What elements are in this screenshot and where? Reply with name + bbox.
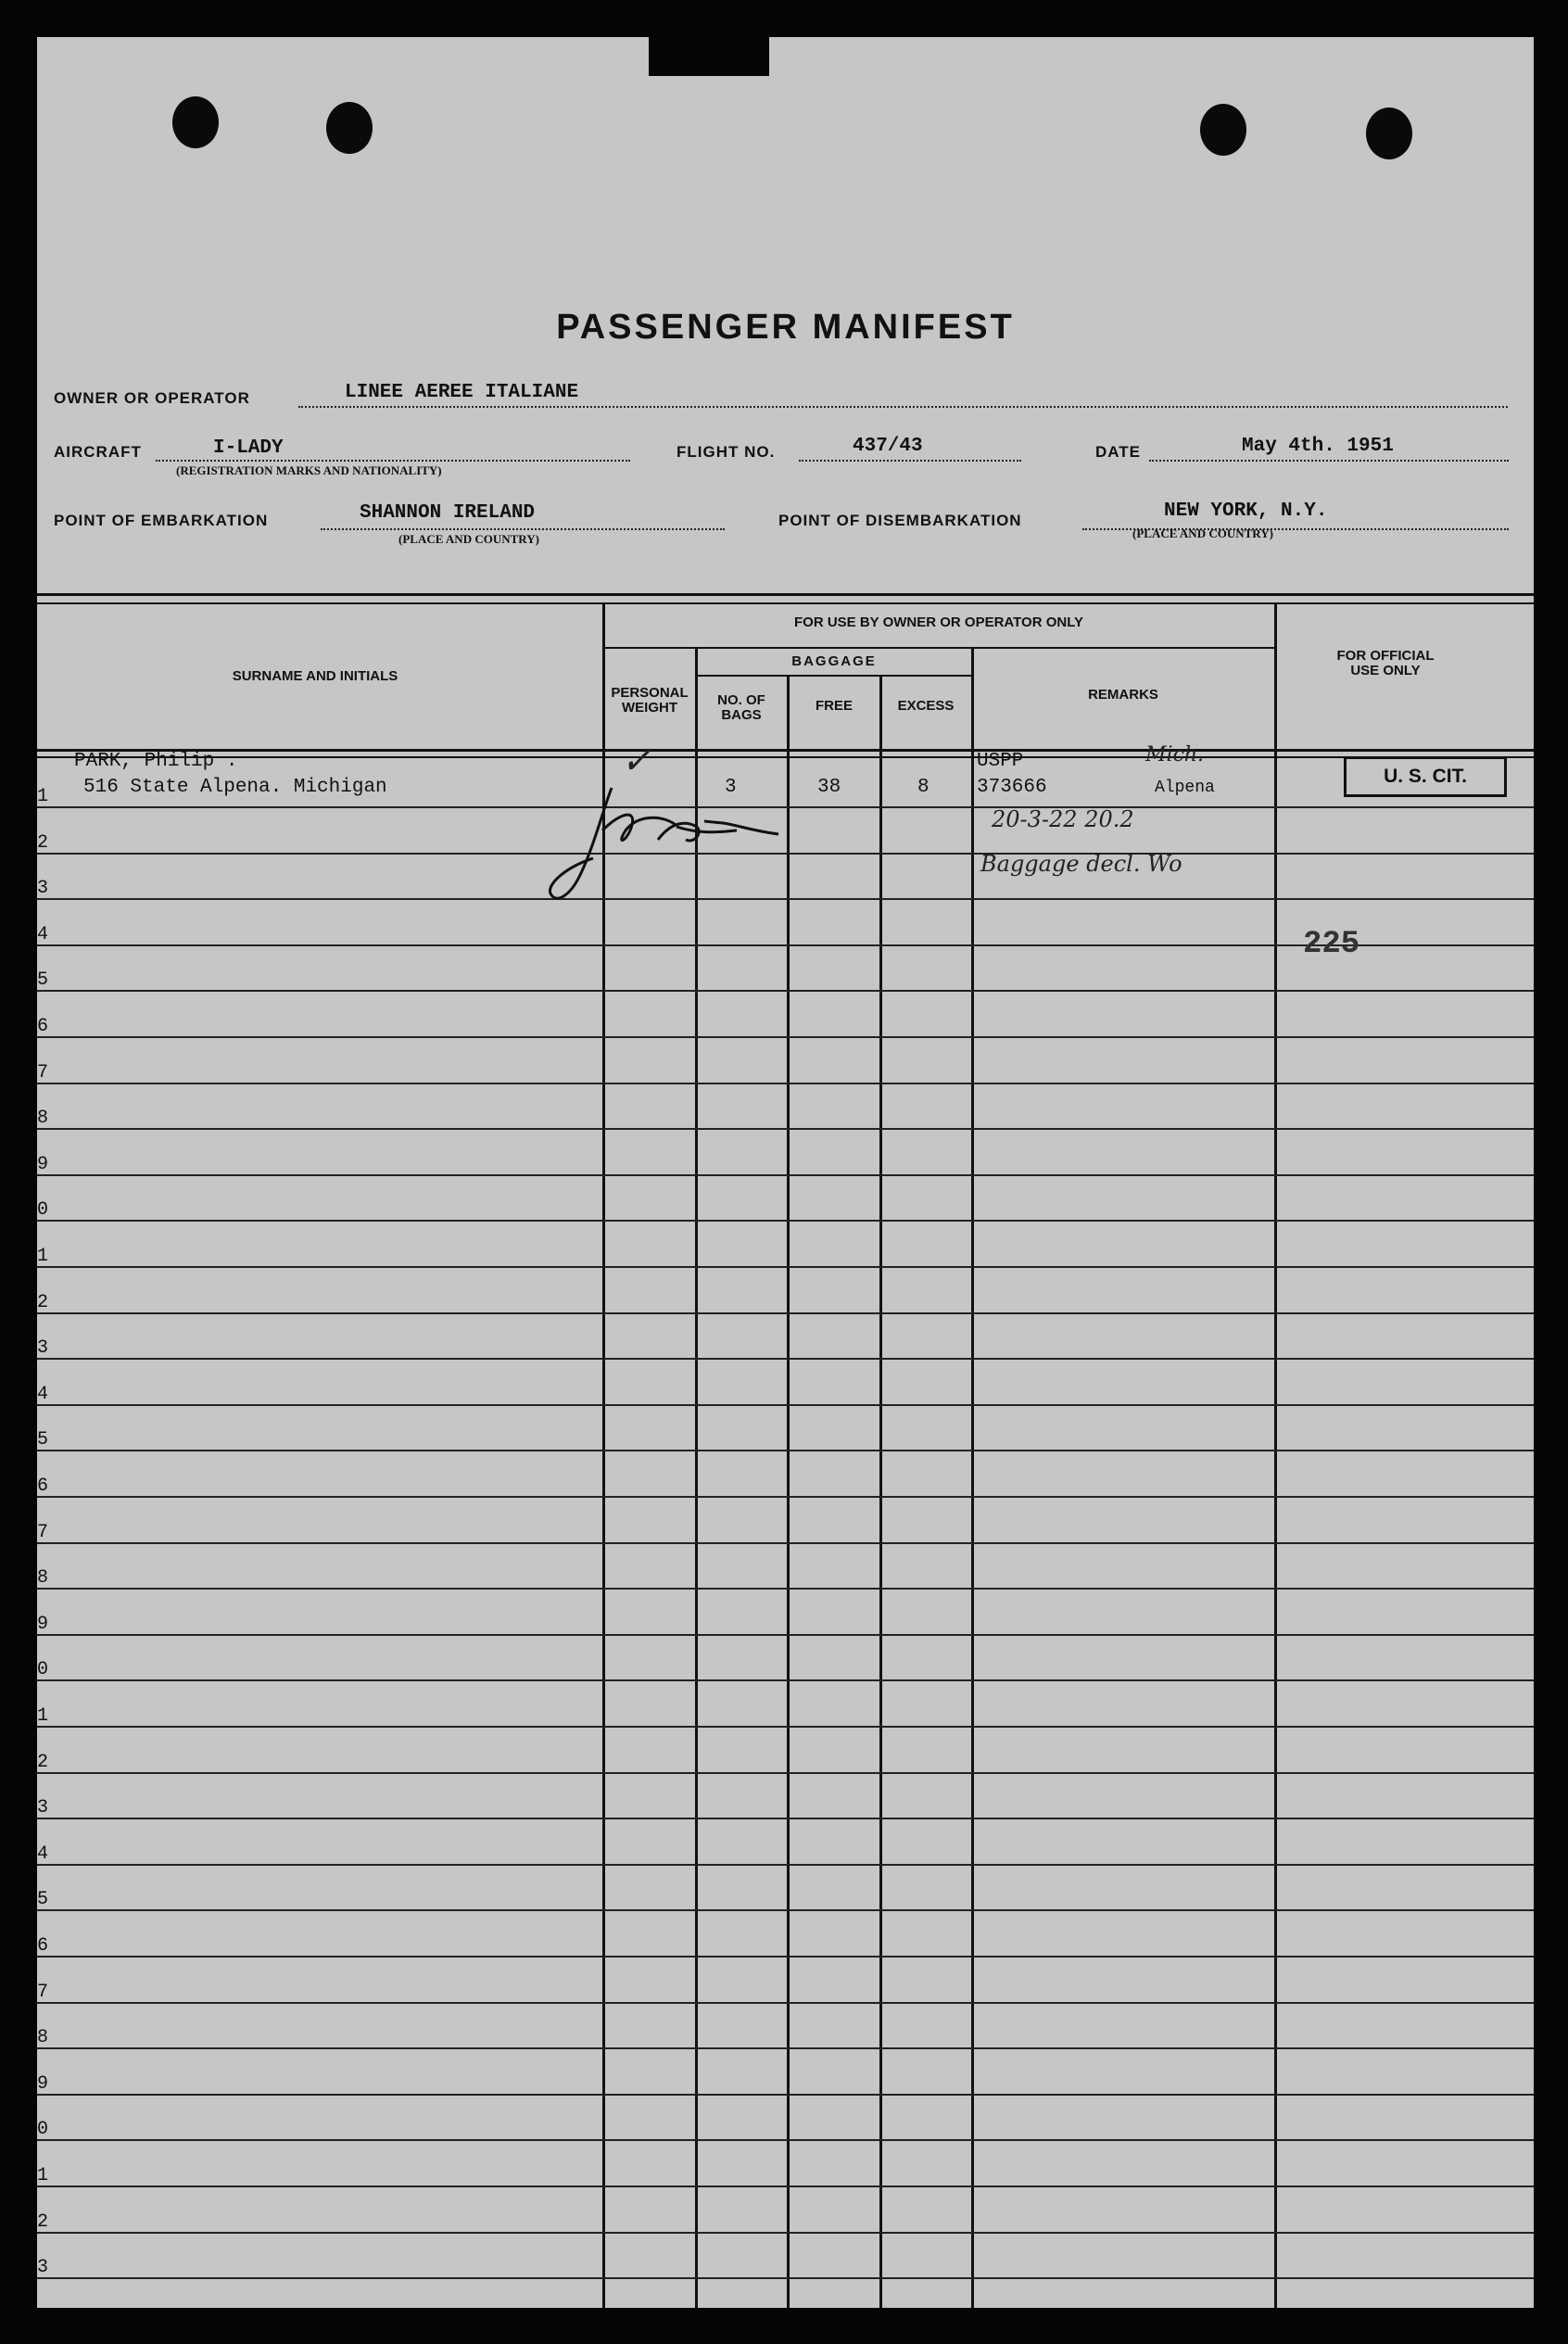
official-use-column-header: FOR OFFICIAL USE ONLY: [1336, 648, 1435, 678]
punch-hole: [1366, 108, 1412, 159]
row-number: 5: [37, 1429, 49, 1451]
weight-column-header: PERSONAL WEIGHT: [611, 685, 689, 716]
row-line: [37, 2232, 1534, 2234]
row-line: [37, 1634, 1534, 1636]
remarks-city: Alpena: [1155, 779, 1215, 797]
row-number: 7: [37, 1522, 49, 1543]
remarks-passport-type: USPP: [977, 751, 1024, 772]
row-number: 9: [37, 1614, 49, 1635]
row-line: [37, 1679, 1534, 1681]
row-line: [37, 1312, 1534, 1314]
excess-weight: 8: [917, 777, 929, 798]
row-number: 8: [37, 2027, 49, 2048]
row-number: 2: [37, 2211, 49, 2233]
remarks-handwritten-numbers: 20-3-22 20.2: [992, 806, 1134, 832]
punch-hole: [172, 96, 219, 148]
row-line: [37, 1726, 1534, 1728]
row-line: [37, 1128, 1534, 1130]
row-number: 4: [37, 1844, 49, 1865]
row-number: 0: [37, 1199, 49, 1221]
row-number: 3: [37, 878, 49, 899]
aircraft-dotted-line: [156, 460, 630, 462]
punch-hole: [1200, 104, 1246, 156]
row-line: [37, 1450, 1534, 1451]
row-number: 5: [37, 1889, 49, 1910]
row-line: [37, 2277, 1534, 2279]
date-dotted-line: [1149, 460, 1509, 462]
disembarkation-label: POINT OF DISEMBARKATION: [778, 512, 1022, 529]
row-number: 2: [37, 1292, 49, 1313]
owner-use-header: FOR USE BY OWNER OR OPERATOR ONLY: [794, 615, 1083, 630]
disembarkation-value: NEW YORK, N.Y.: [1164, 500, 1328, 522]
passenger-address: 516 State Alpena. Michigan: [83, 777, 387, 798]
aircraft-value: I-LADY: [213, 437, 284, 459]
aircraft-sublabel: (REGISTRATION MARKS AND NATIONALITY): [176, 463, 442, 477]
embarkation-value: SHANNON IRELAND: [360, 502, 536, 524]
table-header-bottom-inner: [37, 756, 1534, 758]
row-line: [37, 2002, 1534, 2004]
remarks-column-header: REMARKS: [1088, 687, 1158, 703]
free-weight: 38: [817, 777, 841, 798]
row-line: [37, 2094, 1534, 2096]
column-divider: [1274, 602, 1277, 2308]
row-line: [37, 2139, 1534, 2141]
flight-value: 437/43: [853, 436, 923, 457]
row-number: 0: [37, 1659, 49, 1680]
date-label: DATE: [1095, 443, 1142, 461]
row-line: [37, 1956, 1534, 1958]
row-line: [37, 1772, 1534, 1774]
row-number: 1: [37, 1246, 49, 1267]
embarkation-label: POINT OF EMBARKATION: [54, 512, 269, 529]
row-number: 7: [37, 1062, 49, 1083]
row-number: 3: [37, 1797, 49, 1818]
embarkation-dotted-line: [321, 528, 725, 530]
row-number: 8: [37, 1108, 49, 1129]
row-number: 5: [37, 969, 49, 991]
flight-dotted-line: [799, 460, 1021, 462]
bags-column-header: NO. OF BAGS: [717, 692, 765, 723]
row-line: [37, 1036, 1534, 1038]
row-number: 3: [37, 2257, 49, 2278]
table-top-border-inner: [37, 602, 1534, 604]
column-divider: [787, 677, 790, 2308]
manifest-sheet: [37, 37, 1534, 2308]
name-column-header: SURNAME AND INITIALS: [232, 668, 398, 684]
official-status-stamp: U. S. CIT.: [1344, 756, 1507, 797]
baggage-divider: [695, 675, 971, 677]
row-line: [37, 1818, 1534, 1819]
punch-hole: [326, 102, 373, 154]
row-number: 9: [37, 1154, 49, 1175]
bags-count: 3: [725, 777, 737, 798]
table-header-bottom: [37, 749, 1534, 752]
owner-value: LINEE AEREE ITALIANE: [345, 382, 579, 403]
owner-dotted-line: [298, 406, 1508, 408]
excess-column-header: EXCESS: [897, 698, 955, 714]
row-line: [37, 1174, 1534, 1176]
row-line: [37, 1542, 1534, 1544]
row-number: 8: [37, 1567, 49, 1589]
row-line: [37, 1864, 1534, 1866]
row-line: [37, 990, 1534, 992]
row-number: 1: [37, 2165, 49, 2186]
date-value: May 4th. 1951: [1242, 436, 1394, 457]
row-number: 7: [37, 1982, 49, 2003]
row-number: 6: [37, 1016, 49, 1037]
row-line: [37, 1358, 1534, 1360]
row-number: 6: [37, 1476, 49, 1497]
official-number: 225: [1303, 927, 1360, 962]
page-title: PASSENGER MANIFEST: [556, 308, 1015, 347]
remarks-passport-number: 373666: [977, 777, 1047, 798]
row-line: [37, 1083, 1534, 1084]
signature: [537, 775, 834, 914]
row-number: 6: [37, 1935, 49, 1957]
row-number: 3: [37, 1337, 49, 1359]
passenger-name: PARK, Philip .: [74, 751, 238, 772]
baggage-header: BAGGAGE: [791, 653, 877, 669]
flight-label: FLIGHT NO.: [677, 443, 776, 461]
row-line: [37, 1404, 1534, 1406]
sheet-notch: [649, 37, 769, 76]
row-number: 0: [37, 2119, 49, 2140]
row-line: [37, 2186, 1534, 2187]
row-number: 9: [37, 2073, 49, 2095]
free-column-header: FREE: [815, 698, 853, 714]
row-line: [37, 1220, 1534, 1222]
row-line: [37, 1496, 1534, 1498]
row-line: [37, 1588, 1534, 1590]
aircraft-label: AIRCRAFT: [54, 443, 142, 461]
embarkation-sublabel: (PLACE AND COUNTRY): [398, 532, 539, 546]
row-number: 4: [37, 1384, 49, 1405]
table-top-border: [37, 593, 1534, 596]
row-number: 1: [37, 1705, 49, 1727]
row-line: [37, 1266, 1534, 1268]
owner-use-divider: [602, 647, 1274, 649]
owner-label: OWNER OR OPERATOR: [54, 389, 250, 407]
remarks-handwritten-state: Mich.: [1145, 743, 1205, 767]
column-divider: [879, 677, 882, 2308]
weight-check-mark: ✓: [621, 740, 652, 782]
disembarkation-sublabel: (PLACE AND COUNTRY): [1132, 526, 1273, 540]
row-number: 1: [37, 786, 49, 807]
row-line: [37, 2047, 1534, 2049]
remarks-handwritten-baggage: Baggage decl. Wo: [980, 851, 1182, 877]
row-number: 2: [37, 1752, 49, 1773]
row-line: [37, 1909, 1534, 1911]
row-number: 2: [37, 832, 49, 854]
row-number: 4: [37, 924, 49, 945]
